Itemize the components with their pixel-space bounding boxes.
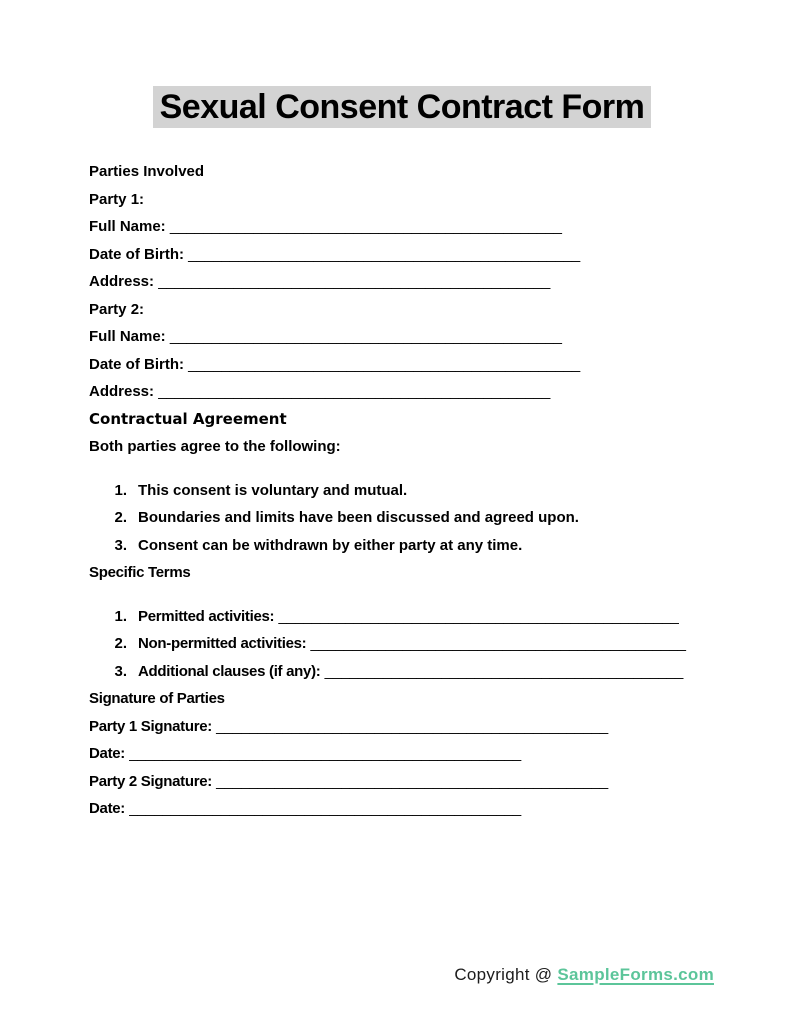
list-number: 3. <box>114 662 127 680</box>
fill-line: _______________________________________________ <box>169 328 562 345</box>
fill-line: _______________________________________________ <box>129 745 522 762</box>
fill-line: _______________________________________________ <box>169 218 562 235</box>
list-number: 1. <box>114 607 127 625</box>
specific-term-item <box>89 658 715 686</box>
list-number: 2. <box>114 635 127 652</box>
contractual-agreement-heading: Contractual Agreement <box>89 409 287 428</box>
agreement-item <box>89 477 715 505</box>
fill-line: _____________________________________________ <box>310 635 686 652</box>
footer-link[interactable]: SampleForms.com <box>557 965 714 984</box>
field-label: Address: <box>89 383 155 400</box>
field-label: Additional clauses (if any): <box>138 662 321 680</box>
specific-term-item <box>89 603 715 631</box>
specific-terms-heading: Specific Terms <box>89 564 191 581</box>
field-label: Party 1 Signature: <box>89 717 212 735</box>
fill-line: ________________________________________________ <box>278 607 679 625</box>
agreement-item <box>89 504 715 532</box>
title-wrap <box>89 86 715 128</box>
party2-fullname-field <box>89 323 715 351</box>
list-number: 1. <box>114 481 127 499</box>
party2-dob-field <box>89 351 715 379</box>
agreement-item <box>89 532 715 560</box>
party1-fullname-field <box>89 213 715 241</box>
field-label: Date of Birth: <box>89 245 184 263</box>
party1-dob-field <box>89 241 715 269</box>
party2-date-field <box>89 795 715 823</box>
field-label: Full Name: <box>89 328 166 345</box>
agreement-list <box>89 477 715 560</box>
list-number: 2. <box>114 509 127 526</box>
fill-line: _______________________________________________ <box>188 355 581 373</box>
page-title: Sexual Consent Contract Form <box>153 86 652 128</box>
party2-signature-field <box>89 768 715 796</box>
field-label: Date: <box>89 800 126 817</box>
party2-label: Party 2: <box>89 300 145 318</box>
specific-terms-list <box>89 603 715 686</box>
field-label: Non-permitted activities: <box>138 635 307 652</box>
party2-address-field <box>89 378 715 406</box>
fill-line: _______________________________________________ <box>129 800 522 817</box>
party1-signature-field <box>89 713 715 741</box>
field-label: Address: <box>89 273 155 290</box>
party1-date-field <box>89 740 715 768</box>
list-text: Consent can be withdrawn by either party at any time. <box>138 536 523 554</box>
field-label: Date: <box>89 745 126 762</box>
fill-line: ___________________________________________ <box>324 662 684 680</box>
field-label: Full Name: <box>89 218 166 235</box>
list-number: 3. <box>114 536 127 554</box>
fill-line: _______________________________________________ <box>216 772 609 790</box>
field-label: Permitted activities: <box>138 607 275 625</box>
field-label: Party 2 Signature: <box>89 772 212 790</box>
party1-address-field <box>89 268 715 296</box>
signature-of-parties-heading: Signature of Parties <box>89 690 225 707</box>
fill-line: _______________________________________________ <box>158 273 551 290</box>
specific-term-item <box>89 630 715 658</box>
fill-line: _______________________________________________ <box>216 717 609 735</box>
footer-copyright: Copyright @ <box>454 965 553 984</box>
footer <box>454 965 714 985</box>
parties-involved-heading: Parties Involved <box>89 163 205 180</box>
agreement-intro: Both parties agree to the following: <box>89 438 341 455</box>
field-label: Date of Birth: <box>89 355 184 373</box>
fill-line: _______________________________________________ <box>158 383 551 400</box>
list-text: This consent is voluntary and mutual. <box>138 481 408 499</box>
party1-label: Party 1: <box>89 190 145 208</box>
fill-line: _______________________________________________ <box>188 245 581 263</box>
list-text: Boundaries and limits have been discussed and agreed upon. <box>138 509 579 526</box>
